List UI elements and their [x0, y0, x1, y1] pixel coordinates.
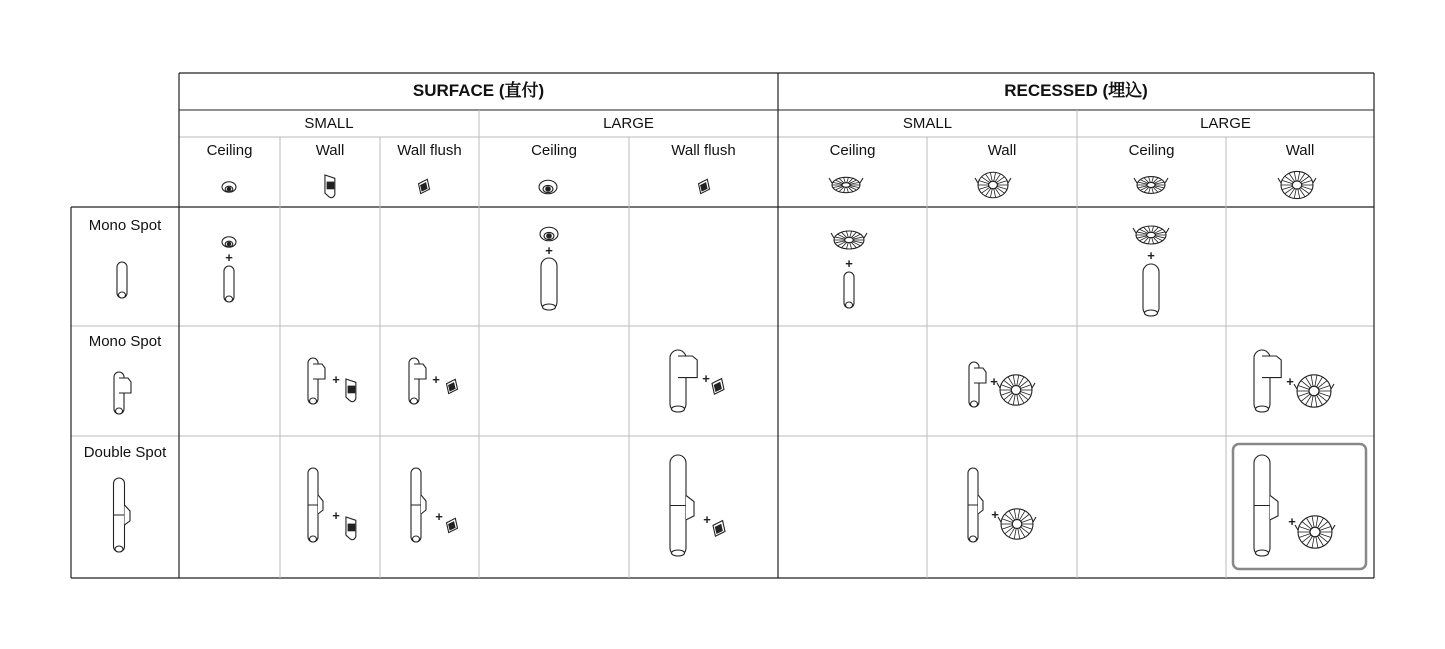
mount-wall: Wall [987, 142, 1017, 159]
mount-ceiling: Ceiling [1128, 142, 1175, 159]
mount-wall: Wall [1285, 142, 1315, 159]
plus-icon: + [990, 374, 998, 389]
plus-icon: + [1288, 514, 1296, 529]
plus-icon: + [332, 508, 340, 523]
spot-tube-icon [541, 258, 557, 310]
arm-spot-icon [409, 358, 426, 404]
surface-ceiling-base-icon [222, 182, 236, 193]
mount-ceiling: Ceiling [531, 142, 577, 159]
mount-wall-flush: Wall flush [671, 142, 736, 159]
surface-ceiling-base-icon [539, 180, 557, 194]
surface-wall-base-icon [346, 379, 356, 402]
subgroup-recessed-large: LARGE [1200, 115, 1251, 132]
plus-icon: + [432, 372, 440, 387]
surface-wall-base-icon [346, 517, 356, 540]
arm-spot-icon [969, 362, 986, 407]
row-label-mono-spot: Mono Spot [88, 217, 162, 234]
mount-ceiling: Ceiling [829, 142, 876, 159]
wall-flush-plate-icon [712, 379, 724, 395]
plus-icon: + [702, 371, 710, 386]
plus-icon: + [225, 250, 233, 265]
plus-icon: + [703, 512, 711, 527]
wall-flush-plate-icon [713, 521, 725, 537]
plus-icon: + [1147, 248, 1155, 263]
arm-spot-icon [670, 350, 697, 412]
spot-tube-icon [844, 272, 854, 308]
row-label-mono-spot-arm: Mono Spot [88, 333, 162, 350]
group-header-recessed: RECESSED (埋込) [1004, 81, 1148, 100]
plus-icon: + [1286, 374, 1294, 389]
wall-flush-plate-icon [699, 179, 710, 193]
subgroup-surface-large: LARGE [603, 115, 654, 132]
subgroup-recessed-small: SMALL [902, 115, 953, 132]
plus-icon: + [845, 256, 853, 271]
surface-wall-base-icon [325, 175, 335, 198]
selected-cell-highlight[interactable] [1233, 444, 1366, 569]
arm-spot-icon [308, 358, 325, 404]
wall-flush-plate-icon [447, 518, 458, 532]
spot-tube-icon [1143, 264, 1159, 316]
surface-ceiling-base-icon [540, 227, 558, 241]
mount-ceiling: Ceiling [206, 142, 253, 159]
surface-ceiling-base-icon [222, 237, 236, 248]
wall-flush-plate-icon [419, 179, 430, 193]
spot-tube-icon [224, 266, 234, 302]
group-header-surface: SURFACE (直付) [412, 81, 545, 100]
plus-icon: + [545, 243, 553, 258]
wall-flush-plate-icon [447, 379, 458, 393]
row-label-double-spot: Double Spot [83, 444, 167, 461]
mount-wall-flush: Wall flush [397, 142, 462, 159]
plus-icon: + [435, 509, 443, 524]
subgroup-surface-small: SMALL [304, 115, 354, 132]
wall-arm-spot-icon [114, 372, 131, 414]
plus-icon: + [991, 507, 999, 522]
tube-spot-icon [117, 262, 127, 298]
arm-spot-icon [1254, 350, 1281, 412]
plus-icon: + [332, 372, 340, 387]
mount-wall: Wall [315, 142, 345, 159]
